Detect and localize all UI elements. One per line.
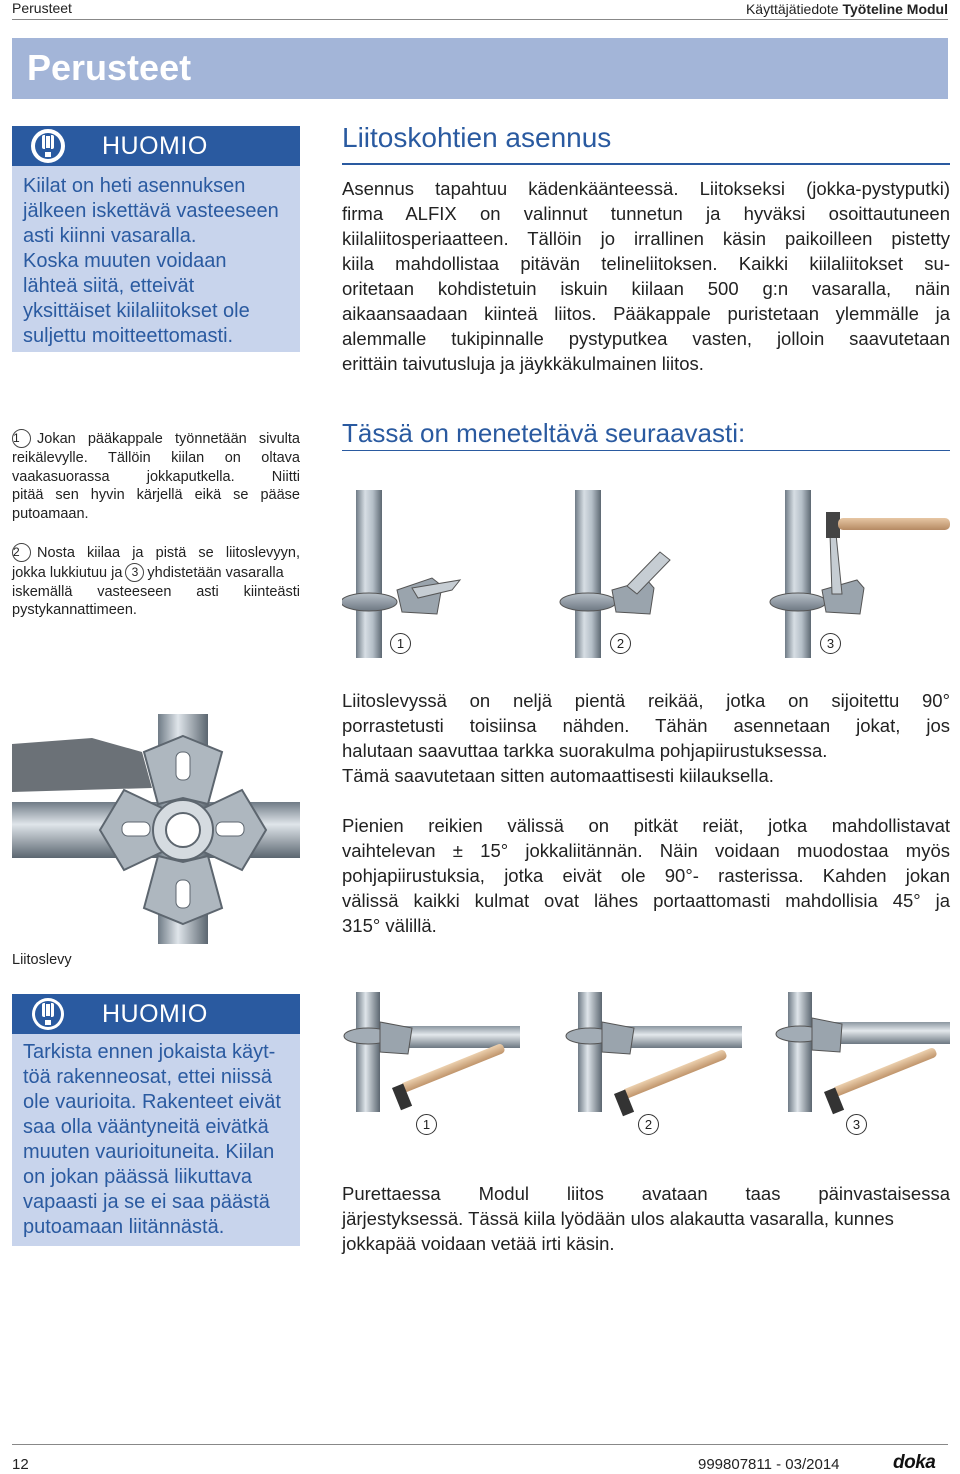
- plate-caption: Liitoslevy: [12, 952, 72, 968]
- header-rule: [12, 19, 948, 20]
- para-line: aikaansaadaan kiinteä liitos. Pääkappale puristetaan ylemmälle ja: [342, 303, 950, 324]
- note1-line: asti kiinni vasaralla.: [23, 225, 197, 247]
- step2-line-text: jokka lukkiutuu ja: [12, 564, 123, 581]
- para-line: Liitoslevyssä on neljä pientä reikää, jotka on sijoitettu 90°: [342, 690, 950, 711]
- figure-label: 2: [610, 633, 631, 654]
- note-label-2: HUOMIO: [102, 1000, 208, 1028]
- para-line: erittäin taivutusluja ja jäykkäkulmainen liitos.: [342, 353, 704, 374]
- step2-line: [12, 543, 300, 563]
- paragraph-slots: [342, 813, 950, 938]
- step2-line: iskemällä vasteeseen asti kiinteästi: [12, 583, 300, 600]
- figure-label: 1: [416, 1114, 437, 1135]
- note-label-1: HUOMIO: [102, 132, 208, 160]
- step2-line-text: Nosta kiilaa ja pistä se liitoslevyyn,: [37, 545, 300, 561]
- document-number: 999807811 - 03/2014: [698, 1456, 840, 1473]
- step-number-badge: 3: [125, 563, 144, 582]
- para-line: firma ALFIX on valinnut tunnetun ja hyväksi osoittautuneen: [342, 203, 950, 224]
- para-line: porrastetusti toisiinsa nähden. Tähän asennetaan jokat, jos: [342, 715, 950, 736]
- warning-icon: [30, 996, 66, 1032]
- note1-line: lähteä siitä, etteivät: [23, 275, 195, 297]
- header-section: Perusteet: [12, 0, 72, 16]
- section-rule-2: [342, 450, 950, 451]
- note1-line: yksittäiset kiilaliitokset ole: [23, 300, 250, 322]
- section-rule-1: [342, 163, 950, 165]
- step-2-image: [560, 490, 670, 658]
- note2-line: putoamaan liitännästä.: [23, 1216, 225, 1238]
- step-number-badge: 1: [12, 429, 31, 448]
- note-text-1: [23, 174, 292, 349]
- paragraph-assembly: [342, 176, 950, 376]
- header-doc-prefix: Käyttäjätiedote: [745, 1, 839, 17]
- para-line: pohjapiirustuksia, jotka eivät ole 90°- rasterissa. Kahden jokan: [342, 865, 950, 886]
- connection-plate-image: [12, 712, 300, 946]
- paragraph-dismantle: [342, 1181, 950, 1256]
- para-line: 315° välillä.: [342, 915, 437, 936]
- note1-line: Kiilat on heti asennuksen: [23, 175, 246, 197]
- footer-rule: [12, 1444, 948, 1445]
- step-number-badge: 2: [12, 543, 31, 562]
- note2-line: ole vaurioita. Rakenteet eivät: [23, 1091, 281, 1113]
- para-line: Pienien reikien välissä on pitkät reiät, jotka mahdollistavat: [342, 815, 950, 836]
- note2-line: Tarkista ennen jokaista käyt-: [23, 1041, 276, 1063]
- para-line: halutaan saavuttaa tarkka suorakulma pohjapiirustuksessa.: [342, 740, 828, 761]
- step1-line: putoamaan.: [12, 506, 89, 523]
- step-3-image: [770, 490, 950, 658]
- para-line: Asennus tapahtuu kädenkäänteessä. Liitokseksi (jokka-pystyputki): [342, 178, 950, 199]
- paragraph-holes: [342, 688, 950, 788]
- step1-line: [12, 429, 300, 449]
- note-text-2: [23, 1040, 292, 1240]
- figure-label: 3: [846, 1114, 867, 1135]
- para-line: Tämä saavutetaan sitten automaattisesti kiilauksella.: [342, 765, 774, 786]
- page-number: 12: [12, 1456, 29, 1473]
- step1-line: pitää sen hyvin kärjellä eikä se pääse: [12, 487, 300, 504]
- note-header-2: [12, 994, 300, 1034]
- para-line: Purettaessa Modul liitos avataan taas päinvastaisessa: [342, 1183, 950, 1204]
- para-line: järjestyksessä. Tässä kiila lyödään ulos alakautta vasaralla, kunnes: [342, 1208, 894, 1229]
- step-1-text: [12, 429, 300, 524]
- section-title-procedure: Tässä on meneteltävä seuraavasti:: [342, 418, 746, 448]
- page-title: Perusteet: [27, 47, 192, 88]
- header-doc-name: Työteline Modul: [842, 1, 948, 17]
- step1-line: reikälevylle. Tällöin kiilan on oltava: [12, 449, 300, 466]
- dismantle-step-1-image: [344, 992, 520, 1112]
- assembly-steps-figure: [342, 490, 950, 660]
- step-2-text: [12, 543, 300, 620]
- note-box-1: [12, 126, 300, 352]
- dismantle-step-3-image: [776, 992, 950, 1114]
- step2-line-text: yhdistetään vasaralla: [147, 564, 284, 581]
- para-line: välissä kaikki kulmat ovat lähes portaattomasti mahdollisia 45° ja: [342, 890, 950, 911]
- figure-label: 2: [638, 1114, 659, 1135]
- step2-line: pystykannattimeen.: [12, 602, 137, 619]
- dismantle-step-2-image: [566, 992, 742, 1116]
- section-title-assembly: Liitoskohtien asennus: [342, 122, 612, 153]
- para-line: kiila mahdollistaa pitävän telineliitoksen. Kaikki kiilaliitokset su-: [342, 253, 950, 274]
- para-line: oritetaan kohdistetuin iskuin kiilaan 500 g:n vasaralla, näin: [342, 278, 950, 299]
- figure-label: 1: [390, 633, 411, 654]
- note1-line: Koska muuten voidaan: [23, 250, 227, 272]
- note2-line: saa olla vääntyneitä eivätkä: [23, 1116, 269, 1138]
- step2-line: [12, 563, 300, 583]
- note2-line: töä rakenneosat, ettei niissä: [23, 1066, 273, 1088]
- figure-label: 3: [820, 633, 841, 654]
- note2-line: on jokan päässä liikuttava: [23, 1166, 253, 1188]
- header-doc-title: [746, 1, 948, 17]
- note2-line: muuten vaurioituneita. Kiilan: [23, 1141, 275, 1163]
- para-line: jokkapää voidaan vetää irti käsin.: [342, 1233, 615, 1254]
- step1-line-text: Jokan pääkappale työnnetään sivulta: [37, 431, 300, 447]
- note-box-2: [12, 994, 300, 1246]
- note-header-1: [12, 126, 300, 166]
- para-line: kiilaliitosperiaatteen. Tällöin jo irrallinen käsin paikoilleen pistetty: [342, 228, 950, 249]
- note1-line: jälkeen iskettävä vasteeseen: [23, 200, 279, 222]
- warning-icon: [30, 128, 66, 164]
- step1-line: vaakasuorassa jokkaputkella. Niitti: [12, 468, 300, 485]
- note1-line: suljettu moitteettomasti.: [23, 325, 234, 347]
- para-line: vaihtelevan ± 15° jokkaliitännän. Näin voidaan muodostaa myös: [342, 840, 950, 861]
- note2-line: vapaasti ja se ei saa päästä: [23, 1191, 270, 1213]
- title-bar: [12, 38, 948, 99]
- para-line: alemmalle tukipinnalle pystyputkea vasten, jolloin saavutetaan: [342, 328, 950, 349]
- doka-logo: doka: [893, 1452, 936, 1473]
